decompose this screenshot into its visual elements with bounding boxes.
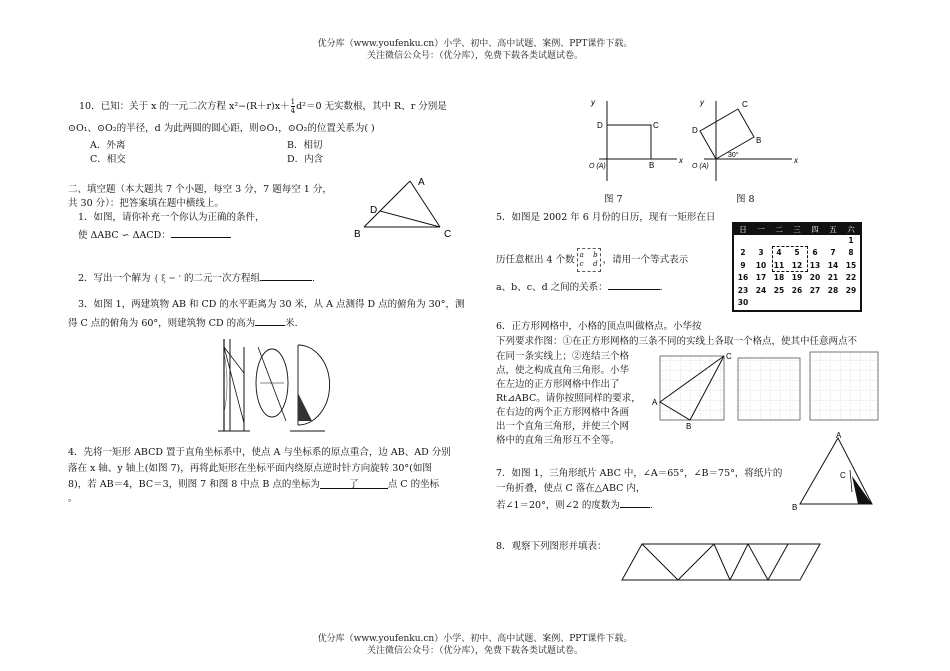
header-line-1: 优分库（www.youfenku.cn）小学、初中、高中试题、案例、PPT课件下载。 [317,39,633,49]
q5-mini-b: b [593,251,598,259]
calendar-day[interactable]: 4 [776,248,782,258]
q5-mini-d: d [593,260,598,268]
calendar-day [752,235,770,247]
q8-diagonal-2 [678,544,714,580]
fig7-label-c: C [653,121,659,130]
q4-blank-mark: 了 [349,479,359,490]
q8-diagonal-6 [768,544,788,580]
q10-frac-num: 1 [290,98,296,106]
fig7-label-b: B [649,161,655,170]
q5-line-3 [496,279,663,294]
q2-answer-blank[interactable] [260,270,312,281]
q7-line-3 [496,497,653,512]
fig7-label-y: y [591,98,595,107]
calendar-day[interactable]: 18 [773,273,785,283]
q6-grid-right[interactable] [810,352,878,420]
q1-line-2-text: 使 ΔABC ∽ ΔACD： [78,230,171,241]
q6-line-8: 出一个直角三角形，并使三个网 [496,421,630,432]
fig7-label-o: O (A) [589,163,606,170]
q7-answer-blank[interactable] [620,497,650,508]
q5-mini-c: c [579,260,584,268]
q1-label-b: B [354,229,361,240]
calendar-day[interactable]: 15 [845,260,857,270]
q3-answer-blank[interactable] [255,315,285,326]
calendar [732,222,862,312]
q3-shaded-region [298,393,312,421]
q7-folded-corner [852,476,872,504]
q6-line-4: 点，使之构成直角三角形。小华 [496,365,630,376]
calendar-selection-frame[interactable] [772,246,808,272]
fig8-label-x: x [794,156,798,165]
fig8-label-angle: 30° [728,152,739,159]
q4-answer-blank-b[interactable] [320,478,388,489]
calendar-day[interactable]: 28 [827,285,839,295]
calendar-weekday: 五 [829,225,837,234]
q6-line-9: 格中的直角三角形互不全等。 [496,435,620,446]
q8-diagonal-5 [748,544,768,580]
q8-diagonal-4 [730,544,748,580]
q3-figures [210,333,330,438]
calendar-day [770,297,788,309]
q4-line-3-text: 8)，若 AB＝4，BC＝3，则图 7 和图 8 中点 B 点的坐标为 [68,479,320,490]
q2-text-a: 2．写出一个解为 [78,273,151,284]
calendar-weekday: 六 [847,225,855,234]
q10-fraction [291,98,295,115]
calendar-day[interactable]: 21 [827,273,839,283]
q8-figure [620,540,835,584]
q8-diagonal-3 [714,544,730,580]
q1-line-1: 1．如图，请你补充一个你认为正确的条件， [78,212,265,223]
calendar-day[interactable]: 22 [845,273,857,283]
q4-line-3 [68,478,439,491]
fig7-label-x: x [679,156,683,165]
q6-line-2: 下列要求作图：①在正方形网格的三条不同的实线上各取一个格点，使其中任意两点不 [496,336,858,347]
footer-line-1: 优分库（www.youfenku.cn）小学、初中、高中试题、案例、PPT课件下载。 [317,634,633,644]
calendar-header [734,224,860,235]
calendar-day[interactable]: 25 [773,285,785,295]
calendar-day [752,297,770,309]
q2-line [78,270,315,285]
q10-option-a: A．外离 [90,140,126,151]
calendar-day[interactable]: 20 [809,273,821,283]
calendar-day[interactable]: 14 [827,260,839,270]
q10-text-b: d²＝0 无实数根，其中 R、r 分别是 [296,101,447,112]
q10-line-1 [79,98,447,115]
header-line-2: 关注微信公众号：（优分库），免费下载各类试题试卷。 [366,51,583,61]
q7-line-1: 7．如图 1，三角形纸片 ABC 中，∠A＝65°，∠B＝75°，将纸片的 [496,468,783,479]
q2-text-c: . [311,273,315,284]
calendar-day [824,297,842,309]
q1-answer-blank[interactable] [171,227,231,238]
calendar-day[interactable]: 17 [755,273,767,283]
fig7-label-d: D [597,121,603,130]
q6-label-b: B [686,422,692,431]
calendar-day[interactable]: 7 [830,248,836,258]
q5-mini-a: a [579,251,584,259]
q3-line-2-text: 得 C 点的俯角为 60°，则建筑物 CD 的高为 [68,318,256,329]
q3-line-2 [68,315,298,330]
calendar-weekday: 一 [757,225,765,234]
q6-grid-middle[interactable] [738,358,800,420]
q5-line-2-a: 历任意框出 4 个数 [496,254,575,266]
figure-7 [585,95,695,195]
q8-parallelogram-outline [622,544,820,580]
q6-line-1: 6．正方形网格中，小格的顶点叫做格点。小华按 [496,321,702,332]
q3-line-2-end: 米. [285,318,298,329]
q10-option-c: C．相交 [90,154,126,165]
calendar-day[interactable]: 27 [809,285,821,295]
q6-grid-left [660,356,724,420]
q10-option-b: B．相切 [287,140,323,151]
calendar-day[interactable]: 3 [758,248,764,258]
q7-triangle-figure [792,430,882,512]
calendar-weekday: 二 [775,225,783,234]
q6-line-7: 在右边的两个正方形网格中各画 [496,407,630,418]
calendar-day[interactable]: 23 [737,285,749,295]
q1-label-a: A [418,177,425,188]
q1-label-d: D [370,205,378,216]
q4-line-1: 4．先将一矩形 ABCD 置于直角坐标系中，使点 A 与坐标系的原点重合，边 AB、AD 分别 [68,447,451,458]
fig8-label-y: y [700,98,704,107]
q3-sight-line-1 [224,347,244,373]
q7-line-3-text: 若∠1＝20°，则∠2 的度数为 [496,500,620,511]
q5-line-1: 5．如图是 2002 年 6 月份的日历，现有一矩形在日 [496,212,716,223]
calendar-day[interactable]: 2 [740,248,746,258]
calendar-weekday: 日 [739,225,747,234]
calendar-day[interactable]: 5 [794,248,800,258]
q10-option-d: D．内含 [287,154,324,165]
calendar-day[interactable]: 29 [845,285,857,295]
calendar-day[interactable]: 8 [848,248,854,258]
q6-line-6: Rt⊿ABC。请你按照同样的要求， [496,393,641,404]
fig8-label-o: O (A) [692,163,709,170]
q1-triangle-figure [352,175,462,245]
q1-line-2 [78,227,231,242]
q6-label-a: A [652,398,658,407]
calendar-day[interactable]: 11 [773,260,785,270]
calendar-day[interactable]: 24 [755,285,767,295]
calendar-day[interactable]: 19 [791,273,803,283]
section2-line-2: 共 30 分）：把答案填在题中横线上。 [68,198,224,209]
q4-line-3-end: 点 C 的坐标 [387,479,440,490]
fig8-label-c: C [742,100,748,109]
footer-line-2: 关注微信公众号：（优分库），免费下载各类试题试卷。 [366,646,583,656]
q6-grids [650,350,885,432]
calendar-day [842,297,860,309]
calendar-day[interactable]: 6 [812,248,818,258]
calendar-day[interactable]: 12 [791,260,803,270]
q2-system-glyph: { ξ ＝ ' [153,274,181,283]
calendar-day[interactable]: 9 [740,260,746,270]
fig8-label-d: D [692,126,698,135]
q7-line-3-end: . [649,500,653,511]
q6-line-5: 在左边的正方形网格中作出了 [496,379,620,390]
calendar-day [788,297,806,309]
calendar-day [824,235,842,247]
calendar-day[interactable]: 13 [809,260,821,270]
section2-line-1: 二、填空题（本大题共 7 个小题，每空 3 分，7 题每空 1 分， [68,184,332,195]
fig7-caption: 图 7 [604,194,623,205]
q10-text-a: 10．已知：关于 x 的一元二次方程 x²−(R＋r)x＋ [79,101,290,112]
q1-label-c: C [444,229,452,240]
q10-line-2: ⊙O₁、⊙O₂的半径，d 为此两圆的圆心距，则⊙O₁，⊙O₂的位置关系为( ) [68,123,375,134]
q2-text-b: 的二元一次方程组 [183,273,260,284]
q8-diagonal-1 [642,544,678,580]
q5-line-2 [496,248,688,272]
q5-mini-box [577,248,601,272]
calendar-weekday: 四 [811,225,819,234]
calendar-day [734,235,752,247]
q7-label-a: A [836,431,842,440]
calendar-week-row [734,297,860,309]
q1-edge-ab [364,181,410,227]
q10-frac-den: 4 [290,107,296,115]
q3-line-1: 3．如图 1，两建筑物 AB 和 CD 的水平距离为 30 米，从 A 点测得 D 点的俯角为 30°，测 [78,299,465,310]
q5-line-3-end: . [659,282,663,293]
q7-label-b: B [792,503,798,512]
calendar-weekday: 三 [793,225,801,234]
calendar-week-row [734,272,860,284]
calendar-day[interactable]: 30 [737,297,749,307]
calendar-week-row [734,285,860,297]
q4-line-2: 落在 x 轴、y 轴上(如图 7)，再将此矩形在坐标平面内绕原点逆时针方向旋转 30°(如图 [68,463,432,474]
q7-line-2: 一角折叠，使点 C 落在△ABC 内， [496,483,646,494]
calendar-day [806,235,824,247]
fig8-rectangle [700,109,754,159]
figure-8 [690,95,805,195]
fig7-rectangle [607,125,651,159]
q4-line-4: 。 [68,493,78,504]
q8-line: 8．观察下列图形并填表： [496,541,607,552]
fig8-label-b: B [756,136,762,145]
calendar-day [806,297,824,309]
q5-line-2-b: ，请用一个等式表示 [602,254,689,266]
calendar-day[interactable]: 1 [848,236,854,245]
q5-line-3-text: a、b、c、d 之间的关系： [496,282,608,293]
q5-answer-blank[interactable] [608,279,660,290]
q7-fold-line [850,470,852,492]
calendar-day[interactable]: 10 [755,260,767,270]
fig8-caption: 图 8 [736,194,755,205]
q7-label-c: C [840,471,846,480]
calendar-day[interactable]: 16 [737,273,749,283]
q6-line-3: 在同一条实线上；②连结三个格 [496,351,630,362]
calendar-day[interactable]: 26 [791,285,803,295]
q6-label-c: C [726,352,732,361]
